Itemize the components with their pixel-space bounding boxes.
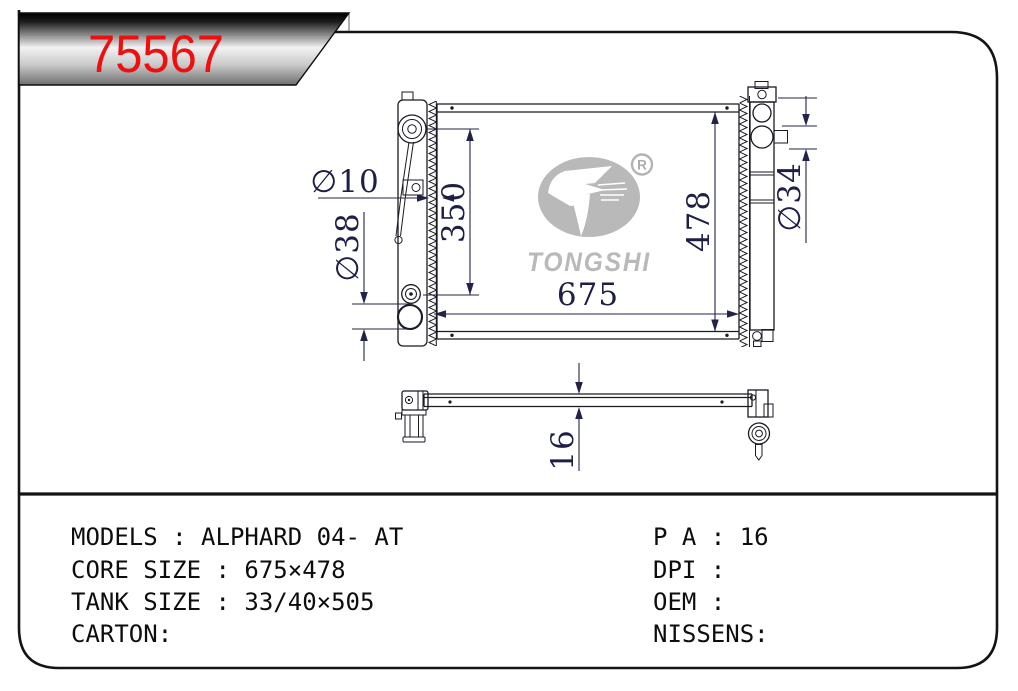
lower-bracket (762, 330, 773, 342)
plate-hole (725, 106, 728, 109)
part-number-banner (19, 13, 349, 85)
right-bracket-hole (758, 90, 766, 98)
inlet-pipe-port (751, 126, 773, 148)
side-right-pin (756, 445, 763, 461)
dim-inlet-pipe-diameter: ∅34 (772, 162, 808, 232)
side-left-lug (396, 413, 402, 419)
side-left-cap (403, 437, 425, 442)
dim-filler-to-drain: 350 (436, 180, 472, 244)
tube-bracket-bolt (412, 184, 420, 192)
brand-name: TONGSHI (527, 247, 651, 277)
dim-core-thickness: 16 (545, 429, 581, 471)
radiator-side-view (396, 390, 774, 460)
filler-neck-center (408, 125, 416, 133)
inlet-pipe-stub (774, 131, 788, 144)
dim-overflow-tube-diameter: ∅10 (310, 164, 380, 200)
left-tank-top-tab (402, 92, 413, 100)
part-number: 75567 (88, 25, 224, 84)
spec-core-size: CORE SIZE : 675×478 (71, 556, 346, 584)
side-bar (424, 394, 752, 407)
spec-tank-size: TANK SIZE : 33/40×505 (71, 588, 375, 616)
side-filler-neck-center (756, 430, 763, 437)
upper-fitting (753, 104, 771, 122)
side-bar-hole (720, 400, 723, 403)
plate-hole (450, 334, 453, 337)
right-header-serration (740, 96, 749, 347)
outlet-port (398, 305, 422, 329)
dim-core-height: 478 (681, 189, 717, 253)
filler-neck-inner (403, 120, 422, 139)
spec-carton: CARTON: (71, 620, 173, 648)
spec-dpi: DPI : (653, 556, 726, 584)
drain-plug-center (409, 292, 413, 296)
spec-models: MODELS : ALPHARD 04- AT (71, 523, 404, 551)
lower-bracket-hole (753, 332, 762, 341)
right-tank-bracket (748, 87, 776, 102)
side-left-hole-center (408, 399, 410, 401)
tongshi-logo (527, 155, 652, 278)
registered-trademark-letter: R (637, 157, 647, 173)
side-left-flange (402, 410, 426, 415)
side-filler-neck-inner (752, 427, 766, 441)
lower-bracket-stem (754, 341, 762, 347)
side-left-ribs (418, 391, 423, 410)
spec-pa: P A : 16 (653, 523, 769, 551)
dim-outlet-diameter: ∅38 (330, 212, 366, 282)
spec-nissens: NISSENS: (653, 620, 769, 648)
side-bar-hole (448, 400, 451, 403)
right-tank (750, 102, 774, 330)
side-left-cylinder (405, 415, 423, 437)
tank-baffles (750, 172, 774, 203)
spec-oem: OEM : (653, 588, 726, 616)
plate-hole (725, 334, 728, 337)
plate-hole (450, 106, 453, 109)
dim-core-width: 675 (556, 277, 620, 313)
